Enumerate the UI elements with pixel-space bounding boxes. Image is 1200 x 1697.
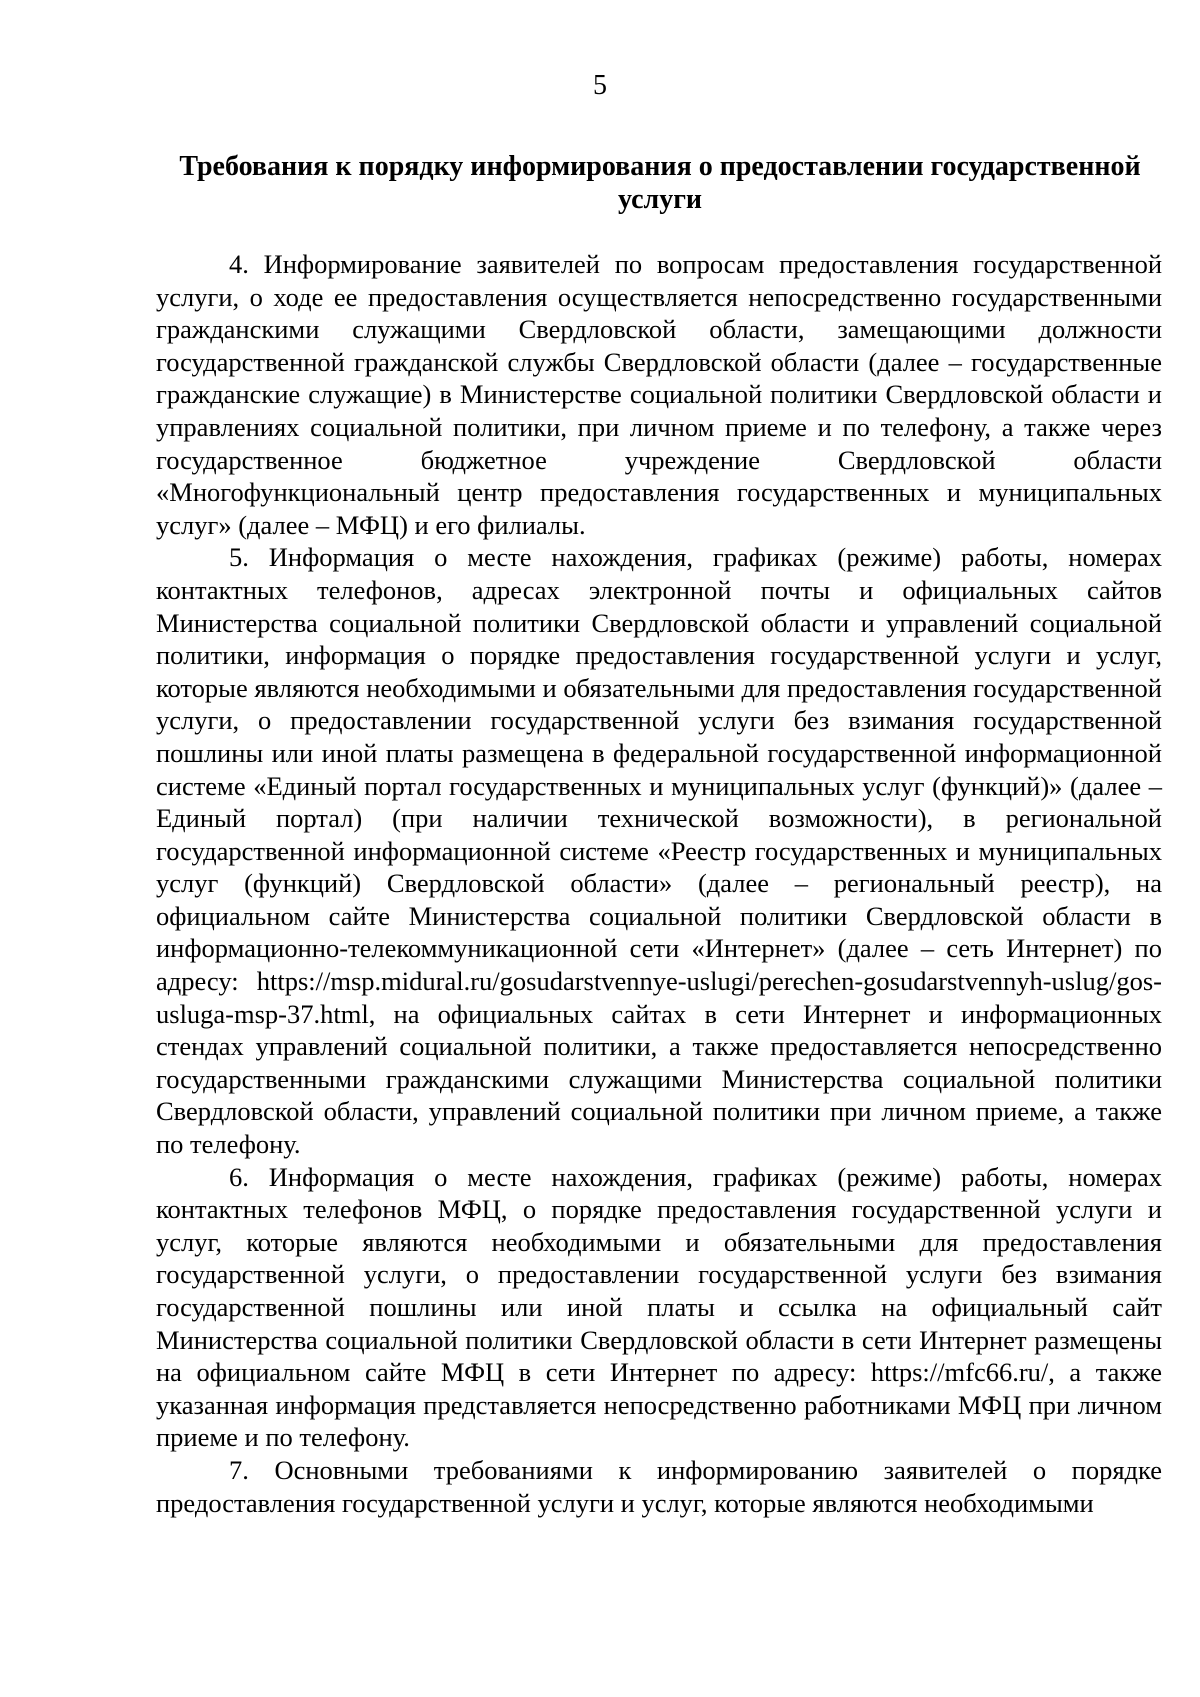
page-number: 5 <box>593 70 607 101</box>
paragraph-7: 7. Основными требованиями к информированию заявителей о порядке предоставления государственной услуги и услуг, которые являются необходимыми <box>156 1454 1162 1518</box>
paragraph-4: 4. Информирование заявителей по вопросам предоставления государственной услуги, о ходе ее предоставления осуществляется непосредственно государственными гражданскими служащими Свердловской области, замещающими должности государственной гражданской службы Свердловской области (далее – государственные гражданские служащие) в Министерстве социальной политики Свердловской области и управлениях социальной политики, при личном приеме и по телефону, а также через государственное бюджетное учреждение Свердловской области «Многофункциональный центр предоставления государственных и муниципальных услуг» (далее – МФЦ) и его филиалы. <box>156 249 1162 540</box>
paragraph-6: 6. Информация о месте нахождения, графиках (режиме) работы, номерах контактных телефонов МФЦ, о порядке предоставления государственной услуги и услуг, которые являются необходимыми и обязательными для предоставления государственной услуги, о предоставлении государственной услуги без взимания государственной пошлины или иной платы и ссылка на официальный сайт Министерства социальной политики Свердловской области в сети Интернет размещены на официальном сайте МФЦ в сети Интернет по адресу: https://mfc66.ru/, а также указанная информация представляется непосредственно работниками МФЦ при личном приеме и по телефону. <box>156 1161 1162 1453</box>
paragraph-5: 5. Информация о месте нахождения, графиках (режиме) работы, номерах контактных телефонов, адресах электронной почты и официальных сайтов Министерства социальной политики Свердловской области и управлений социальной политики, информация о порядке предоставления государственной услуги и услуг, которые являются необходимыми и обязательными для предоставления государственной услуги, о предоставлении государственной услуги без взимания государственной пошлины или иной платы размещена в федеральной государственной информационной системе «Единый портал государственных и муниципальных услуг (функций)» (далее – Единый портал) (при наличии технической возможности), в региональной государственной информационной системе «Реестр государственных и муниципальных услуг (функций) Свердловской области» (далее – региональный реестр), на официальном сайте Министерства социальной политики Свердловской области в информационно-телекоммуникационной сети «Интернет» (далее – сеть Интернет) по адресу: https://msp.midural.ru/gosudarstvennye-uslugi/perechen-gosudarstvennyh-uslug/gos-usluga-msp-37.html, на официальных сайтах в сети Интернет и информационных стендах управлений социальной политики, а также предоставляется непосредственно государственными гражданскими служащими Министерства социальной политики Свердловской области, управлений социальной политики при личном приеме, а также по телефону. <box>156 542 1162 1160</box>
section-heading: Требования к порядку информирования о предоставлении государственной услуги <box>179 151 1141 215</box>
document-body <box>156 248 1162 1519</box>
